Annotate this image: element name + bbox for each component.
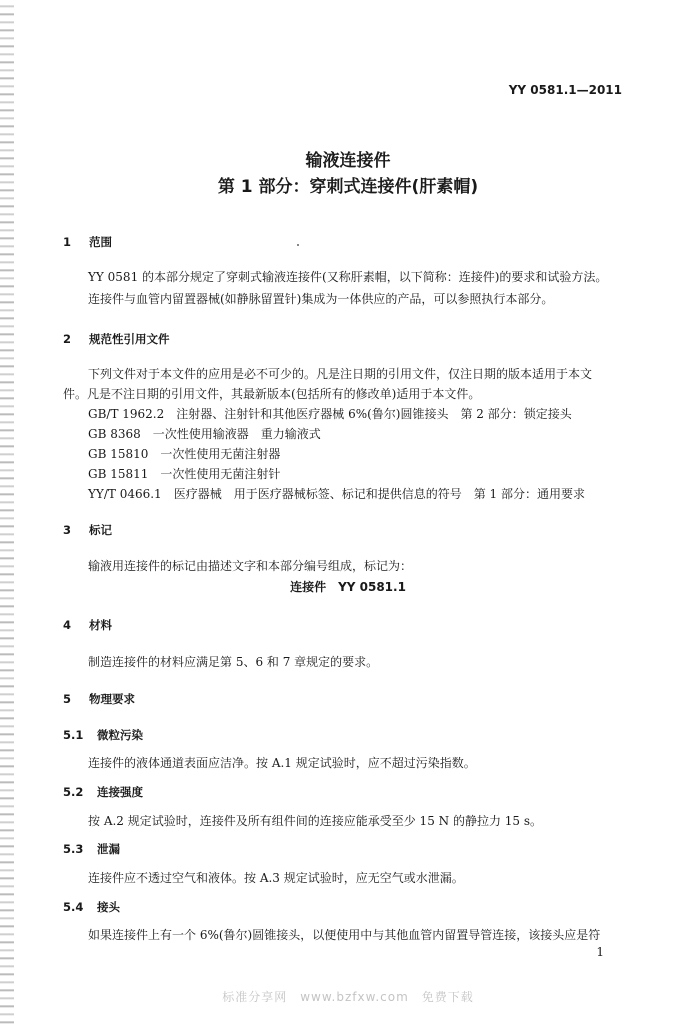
section-5-3-heading (63, 841, 120, 857)
reference-item: YY/T 0466.1 医疗器械 用于医疗器械标签、标记和提供信息的符号 第 1 部分：通用要求 (88, 487, 585, 501)
section-number: 3 (63, 523, 72, 537)
section-2-heading (63, 331, 170, 347)
section-1-para-2: 连接件与血管内留置器械(如静脉留置针)集成为一体供应的产品，可以参照执行本部分。 (88, 292, 554, 306)
reference-item: GB 8368 一次性使用输液器 重力输液式 (88, 427, 321, 441)
section-5-3-para-1: 连接件应不透过空气和液体。按 A.3 规定试验时，应无空气或水泄漏。 (88, 871, 464, 885)
section-5-1-para-1: 连接件的液体通道表面应洁净。按 A.1 规定试验时，应不超过污染指数。 (88, 756, 476, 770)
section-title: 规范性引用文件 (89, 332, 170, 346)
section-number: 5.4 (63, 900, 84, 914)
section-number: 2 (63, 332, 72, 346)
section-5-heading (63, 691, 135, 707)
watermark: 标准分享网 www.bzfxw.com 免费下载 (222, 990, 474, 1004)
section-1-heading (63, 234, 112, 250)
section-4-heading (63, 617, 112, 633)
title-line-2: 第 1 部分：穿刺式连接件(肝素帽) (217, 177, 479, 197)
section-5-1-heading (63, 727, 143, 743)
section-4-para-1: 制造连接件的材料应满足第 5、6 和 7 章规定的要求。 (88, 655, 379, 669)
section-title: 连接强度 (97, 785, 143, 799)
section-number: 1 (63, 235, 72, 249)
section-title: 微粒污染 (97, 728, 143, 742)
reference-item: GB/T 1962.2 注射器、注射针和其他医疗器械 6%(鲁尔)圆锥接头 第 2 部分：锁定接头 (88, 407, 572, 421)
title-line-1: 输液连接件 (305, 151, 391, 171)
section-3-heading (63, 522, 112, 538)
section-5-4-heading (63, 899, 120, 915)
section-number: 5.3 (63, 842, 84, 856)
section-number: 5 (63, 692, 72, 706)
section-2-para-2: 件。凡是不注日期的引用文件，其最新版本(包括所有的修改单)适用于本文件。 (63, 387, 481, 401)
section-title: 范围 (89, 235, 112, 249)
page-number: 1 (596, 945, 604, 959)
section-1-para-1: YY 0581 的本部分规定了穿刺式输液连接件(又称肝素帽，以下简称：连接件)的要求和试验方法。 (88, 270, 608, 284)
section-number: 5.2 (63, 785, 84, 799)
section-number: 5.1 (63, 728, 84, 742)
section-title: 接头 (97, 900, 120, 914)
section-title: 物理要求 (89, 692, 135, 706)
reference-item: GB 15811 一次性使用无菌注射针 (88, 467, 281, 481)
section-5-2-para-1: 按 A.2 规定试验时，连接件及所有组件间的连接应能承受至少 15 N 的静拉力 15 s。 (88, 814, 543, 828)
section-5-4-para-1: 如果连接件上有一个 6%(鲁尔)圆锥接头，以便使用中与其他血管内留置导管连接，该接头应是符 (88, 928, 601, 942)
section-3-para-1: 输液用连接件的标记由描述文字和本部分编号组成，标记为： (88, 559, 413, 573)
section-2-para-1: 下列文件对于本文件的应用是必不可少的。凡是注日期的引用文件，仅注日期的版本适用于本文 (88, 367, 593, 381)
section-number: 4 (63, 618, 72, 632)
section-5-2-heading (63, 784, 143, 800)
section-title: 材料 (89, 618, 112, 632)
section-title: 泄漏 (97, 842, 120, 856)
section-title: 标记 (89, 523, 112, 537)
scan-speck (297, 244, 299, 246)
document-code: YY 0581.1—2011 (508, 83, 622, 97)
marking-example: 连接件 YY 0581.1 (290, 580, 406, 594)
reference-item: GB 15810 一次性使用无菌注射器 (88, 447, 281, 461)
